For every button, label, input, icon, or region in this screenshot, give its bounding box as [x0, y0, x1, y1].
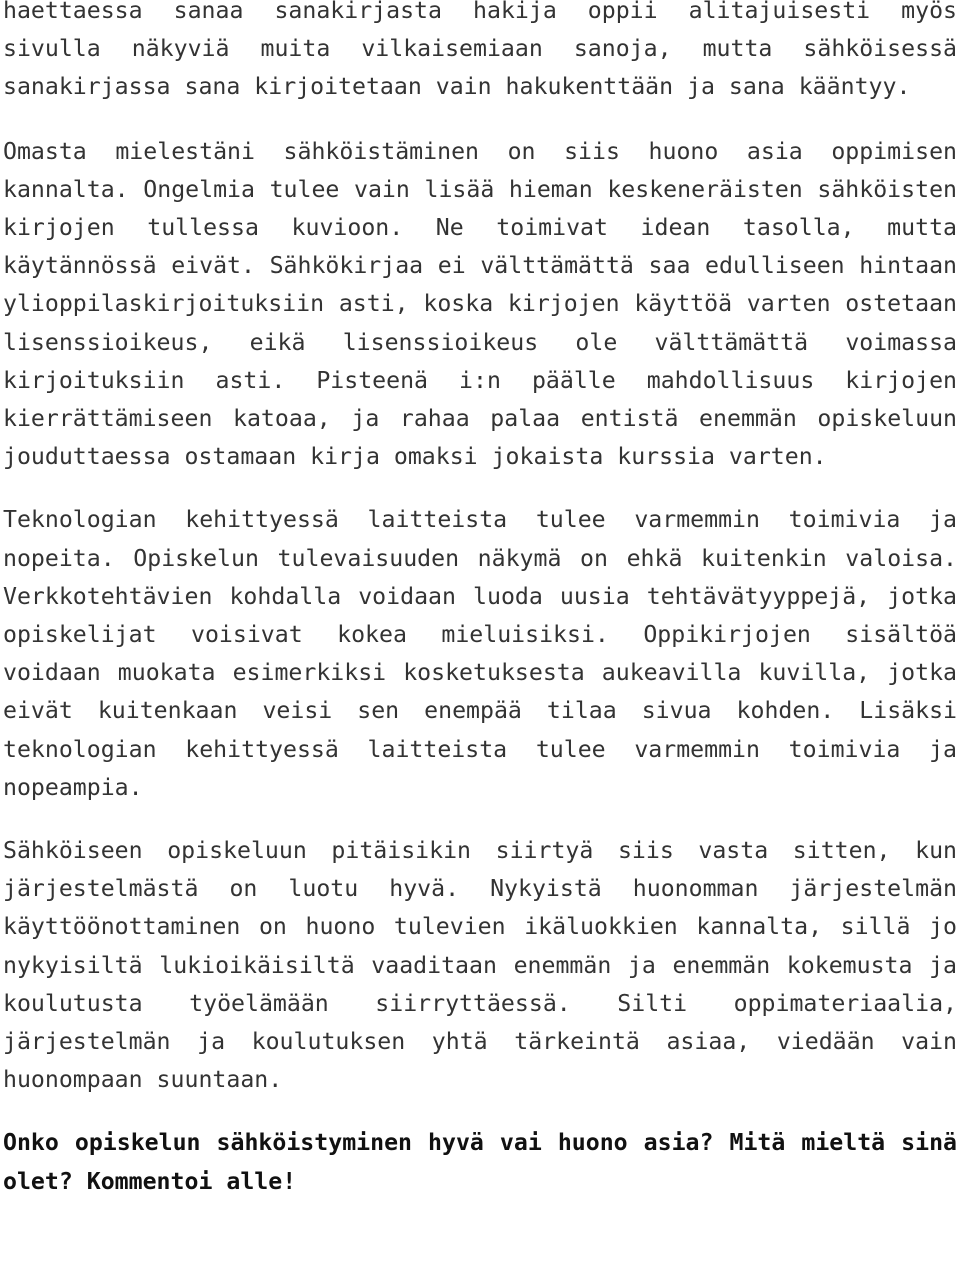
- paragraph-opinion: Omasta mielestäni sähköistäminen on siis huono asia oppimisen kannalta. Ongelmia tulee vain lisää hieman keskeneräisten sähköisten kirjojen tullessa kuvioon. Ne toimivat idean tasolla, mutta käytännössä eivät. Sähkökirjaa ei välttämättä saa edulliseen hintaan ylioppilaskirjoituksiin asti, koska kirjojen käyttöä varten ostetaan lisenssioikeus, eikä lisenssioikeus ole välttämättä voimassa kirjoituksiin asti. Pisteenä i:n päälle mahdollisuus kirjojen kierrättämiseen katoaa, ja rahaa palaa entistä enemmän opiskeluun jouduttaessa ostamaan kirja omaksi jokaista kurssia varten.: [3, 137, 957, 471]
- paragraph-dictionary: haettaessa sanaa sanakirjasta hakija oppii alitajuisesti myös sivulla näkyviä muita vilkaisemiaan sanoja, mutta sähköisessä sanakirjassa sana kirjoitetaan vain hakukenttään ja sana kääntyy.: [3, 0, 957, 101]
- paragraph-technology: Teknologian kehittyessä laitteista tulee varmemmin toimivia ja nopeita. Opiskelun tulevaisuuden näkymä on ehkä kuitenkin valoisa. Verkkotehtävien kohdalla voidaan luoda uusia tehtävätyyppejä, jotka opiskelijat voisivat kokea mieluisiksi. Oppikirjojen sisältöä voidaan muokata esimerkiksi kosketuksesta aukeavilla kuvilla, jotka eivät kuitenkaan veisi sen enempää tilaa sivua kohden. Lisäksi teknologian kehittyessä laitteista tulee varmemmin toimivia ja nopeampia.: [3, 506, 957, 801]
- closing-question: Onko opiskelun sähköistyminen hyvä vai huono asia? Mitä mieltä sinä olet? Kommentoi alle!: [3, 1129, 957, 1195]
- paragraph-conclusion: Sähköiseen opiskeluun pitäisikin siirtyä siis vasta sitten, kun järjestelmästä on luotu hyvä. Nykyistä huonomman järjestelmän käyttöönottaminen on huono tulevien ikäluokkien kannalta, sillä jo nykyisiltä lukioikäisiltä vaaditaan enemmän ja enemmän kokemusta ja koulutusta työelämään siirryttäessä. Silti oppimateriaalia, järjestelmän ja koulutuksen yhtä tärkeintä asiaa, viedään vain huonompaan suuntaan.: [3, 837, 957, 1094]
